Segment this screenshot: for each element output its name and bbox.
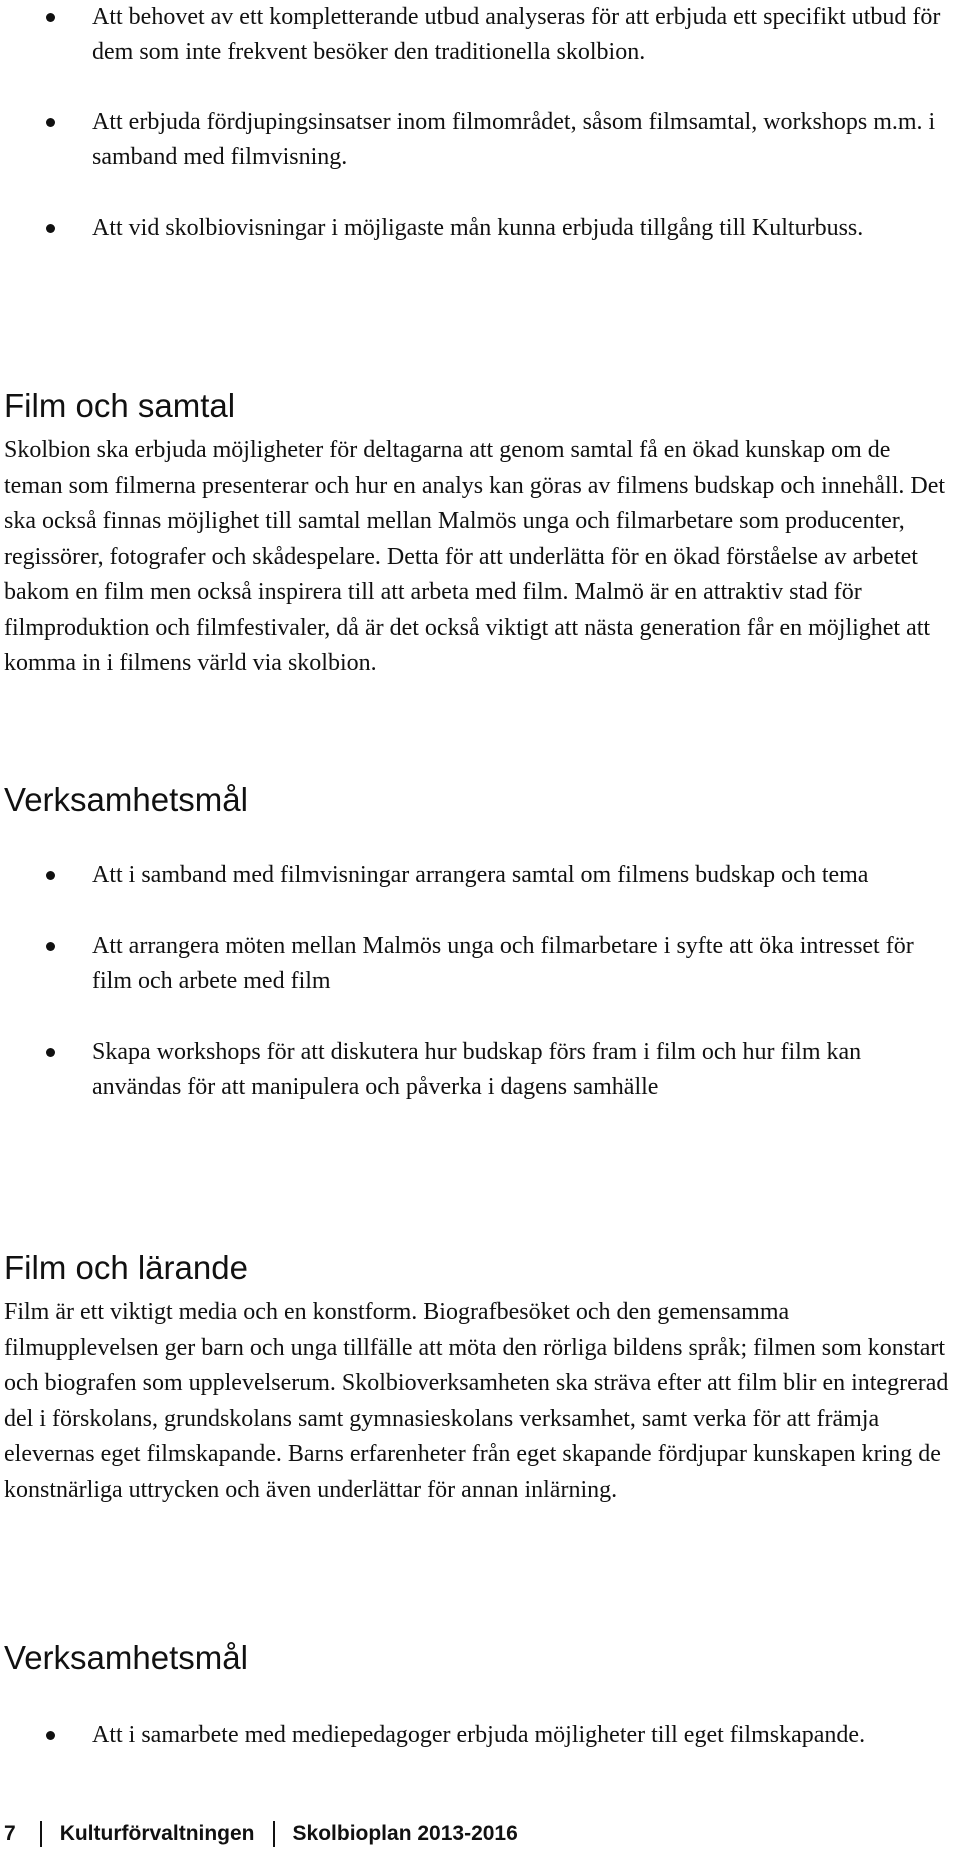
section-heading-verksamhetsmal-2: Verksamhetsmål	[4, 1639, 248, 1676]
list-item	[0, 1035, 955, 1105]
goals-bullet-list-2	[0, 1718, 955, 1753]
bullet-icon	[46, 13, 55, 22]
bullet-icon	[46, 224, 55, 233]
list-item-text: Att behovet av ett kompletterande utbud analyseras för att erbjuda ett specifikt utbud för dem som inte frekvent besöker den traditionella skolbion.	[92, 4, 941, 65]
goals-bullet-list	[0, 858, 955, 1105]
bullet-icon	[46, 1048, 55, 1057]
page-footer	[4, 1820, 518, 1848]
intro-bullet-list	[0, 0, 955, 246]
section-paragraph-film-och-samtal: Skolbion ska erbjuda möjligheter för deltagarna att genom samtal få en ökad kunskap om de teman som filmerna presenterar och hur en analys kan göras av filmens budskap och innehåll. Det ska också finnas möjlighet till samtal mellan Malmös unga och filmarbetare som producenter, regissörer, fotografer och skådespelare. Detta för att underlätta för en ökad förståelse av arbetet bakom en film men också inspirera till att arbeta med film. Malmö är en attraktiv stad för filmproduktion och filmfestivaler, då är det också viktigt att nästa generation får en möjlighet att komma in i filmens värld via skolbion.	[4, 437, 946, 676]
list-item-text: Att i samarbete med mediepedagoger erbjuda möjligheter till eget filmskapande.	[92, 1722, 866, 1748]
list-item-text: Att i samband med filmvisningar arrangera samtal om filmens budskap och tema	[92, 862, 869, 888]
list-item-text: Att arrangera möten mellan Malmös unga och filmarbetare i syfte att öka intresset för film och arbete med film	[92, 933, 914, 994]
list-item	[0, 1718, 955, 1753]
footer-divider	[273, 1821, 275, 1847]
bullet-icon	[46, 942, 55, 951]
footer-organization: Kulturförvaltningen	[59, 1822, 255, 1845]
footer-divider	[40, 1821, 42, 1847]
footer-document-title: Skolbioplan 2013-2016	[292, 1822, 518, 1845]
section-paragraph-film-och-larande: Film är ett viktigt media och en konstform. Biografbesöket och den gemensamma filmupplevelsen ger barn och unga tillfälle att möta den rörliga bildens språk; filmen som konstart och biografen som upplevelserum. Skolbioverksamheten ska sträva efter att film blir en integrerad del i förskolans, grundskolans samt gymnasieskolans verksamhet, samt verka för att främja elevernas eget filmskapande. Barns erfarenheter från eget skapande fördjupar kunskapen kring de konstnärliga uttrycken och även underlättar för annan inlärning.	[4, 1299, 949, 1503]
list-item	[0, 211, 955, 246]
list-item-text: Att vid skolbiovisningar i möjligaste mån kunna erbjuda tillgång till Kulturbuss.	[92, 215, 864, 241]
section-heading-verksamhetsmal: Verksamhetsmål	[4, 781, 248, 818]
list-item	[0, 858, 955, 893]
list-item-text: Skapa workshops för att diskutera hur budskap förs fram i film och hur film kan användas för att manipulera och påverka i dagens samhälle	[92, 1039, 862, 1100]
list-item	[0, 105, 955, 175]
list-item	[0, 929, 955, 999]
page-number: 7	[4, 1822, 16, 1845]
list-item	[0, 0, 955, 70]
list-item-text: Att erbjuda fördjupingsinsatser inom filmområdet, såsom filmsamtal, workshops m.m. i samband med filmvisning.	[92, 109, 936, 170]
section-heading-film-och-samtal: Film och samtal	[4, 387, 236, 424]
bullet-icon	[46, 871, 55, 880]
bullet-icon	[46, 1731, 55, 1740]
bullet-icon	[46, 118, 55, 127]
section-heading-film-och-larande: Film och lärande	[4, 1249, 248, 1286]
